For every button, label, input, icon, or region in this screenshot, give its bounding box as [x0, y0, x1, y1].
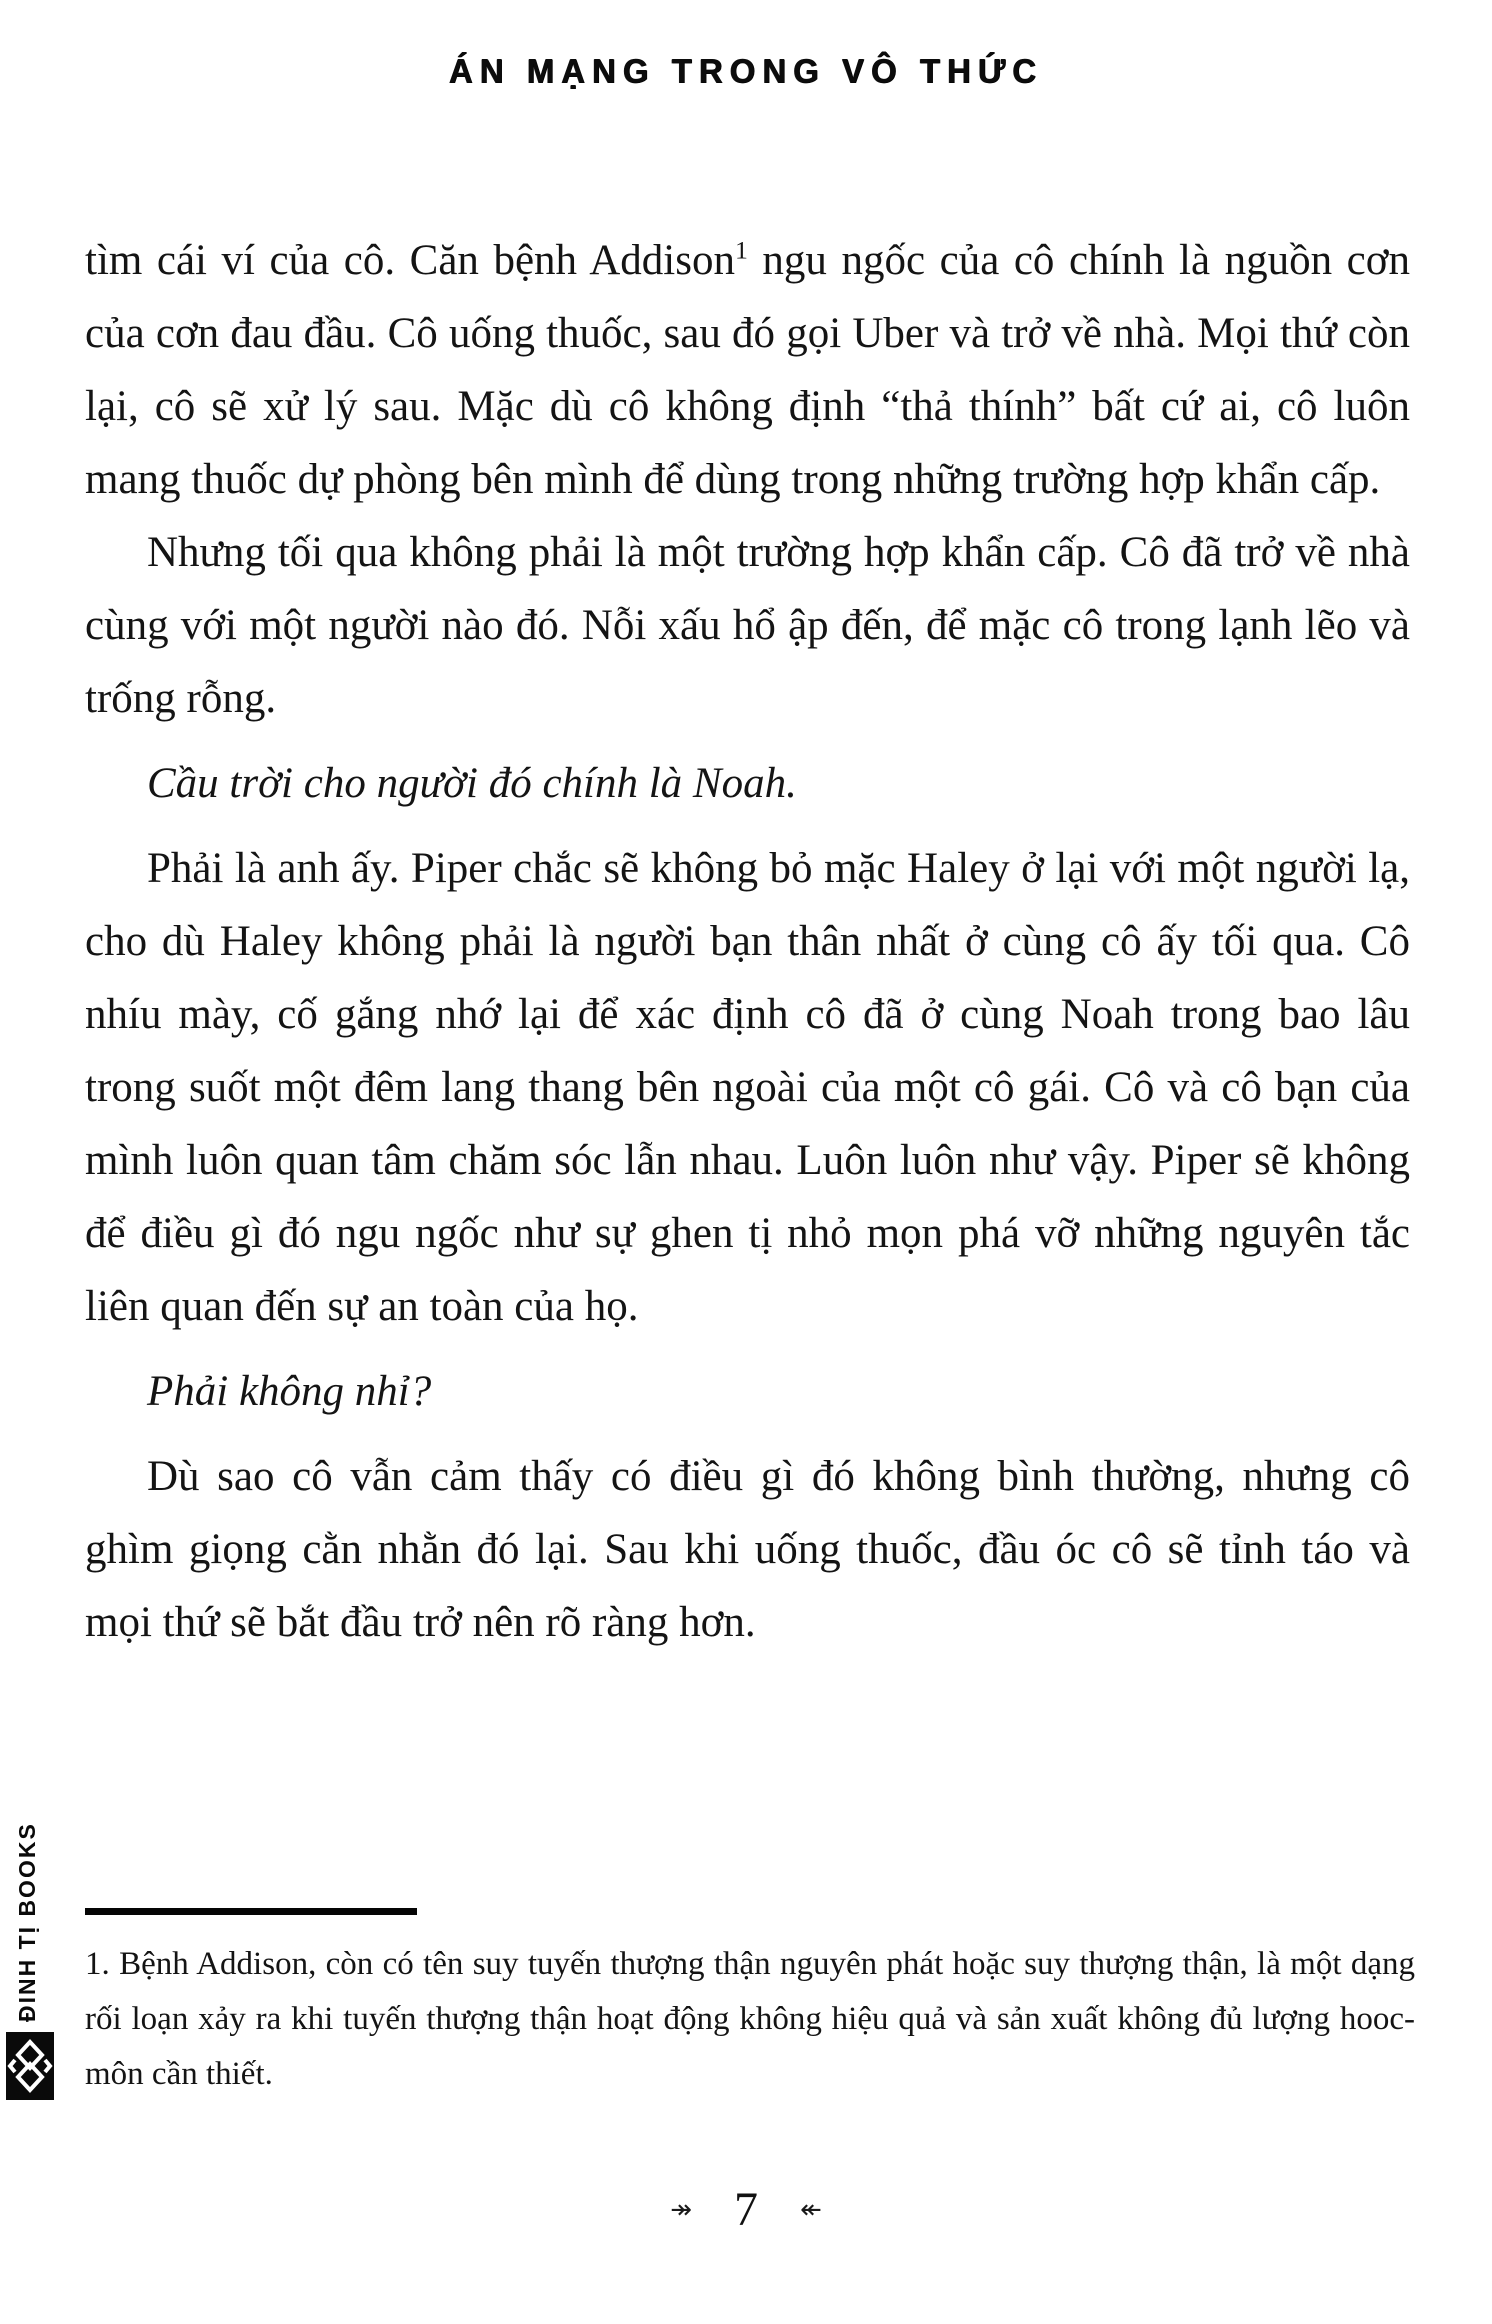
paragraph	[85, 224, 1410, 516]
footnote-reference-marker: 1	[734, 235, 748, 265]
text-run: ngu ngốc của cô chính là nguồn cơn của cơn đau đầu. Cô uống thuốc, sau đó gọi Uber và trở về nhà. Mọi thứ còn lại, cô sẽ xử lý sau. Mặc dù cô không định “thả thính” bất cứ ai, cô luôn mang thuốc dự phòng bên mình để dùng trong những trường hợp khẩn cấp.	[85, 237, 1410, 503]
page-footer	[0, 2182, 1492, 2237]
italic-paragraph	[85, 747, 1410, 820]
running-head-book-title: ÁN MẠNG TRONG VÔ THỨC	[448, 51, 1044, 90]
text-run: tìm cái ví của cô. Căn bệnh Addison	[85, 237, 735, 284]
publisher-diamond-logo-icon	[6, 2032, 54, 2100]
footnote-section	[85, 1908, 1415, 2102]
text-run: Nhưng tối qua không phải là một trường hợp khẩn cấp. Cô đã trở về nhà cùng với một người nào đó. Nỗi xấu hổ ập đến, để mặc cô trong lạnh lẽo và trống rỗng.	[85, 529, 1410, 722]
paragraph	[85, 1440, 1410, 1659]
page-number: 7	[734, 2183, 758, 2236]
text-run: Cầu trời cho người đó chính là Noah.	[147, 760, 797, 807]
body-text	[85, 224, 1410, 1659]
footer-arrow-left-icon: ↞	[800, 2194, 822, 2225]
footnote-text: 1. Bệnh Addison, còn có tên suy tuyến thượng thận nguyên phát hoặc suy thượng thận, là một dạng rối loạn xảy ra khi tuyến thượng thận hoạt động không hiệu quả và sản xuất không đủ lượng hooc-môn cần thiết.	[85, 1946, 1415, 2092]
text-run: Phải không nhỉ?	[147, 1368, 432, 1415]
footer-arrow-right-icon: ↠	[670, 2194, 692, 2225]
publisher-vertical-label: ĐINH TỊ BOOKS	[14, 1822, 40, 2022]
footnote-divider-rule	[85, 1908, 417, 1915]
italic-paragraph	[85, 1355, 1410, 1428]
text-run: Dù sao cô vẫn cảm thấy có điều gì đó không bình thường, nhưng cô ghìm giọng cằn nhằn đó lại. Sau khi uống thuốc, đầu óc cô sẽ tỉnh táo và mọi thứ sẽ bắt đầu trở nên rõ ràng hơn.	[85, 1453, 1410, 1646]
text-run: Phải là anh ấy. Piper chắc sẽ không bỏ mặc Haley ở lại với một người lạ, cho dù Haley không phải là người bạn thân nhất ở cùng cô ấy tối qua. Cô nhíu mày, cố gắng nhớ lại để xác định cô đã ở cùng Noah trong bao lâu trong suốt một đêm lang thang bên ngoài của một cô gái. Cô và cô bạn của mình luôn quan tâm chăm sóc lẫn nhau. Luôn luôn như vậy. Piper sẽ không để điều gì đó ngu ngốc như sự ghen tị nhỏ mọn phá vỡ những nguyên tắc liên quan đến sự an toàn của họ.	[85, 845, 1410, 1330]
paragraph	[85, 832, 1410, 1343]
paragraph	[85, 516, 1410, 735]
